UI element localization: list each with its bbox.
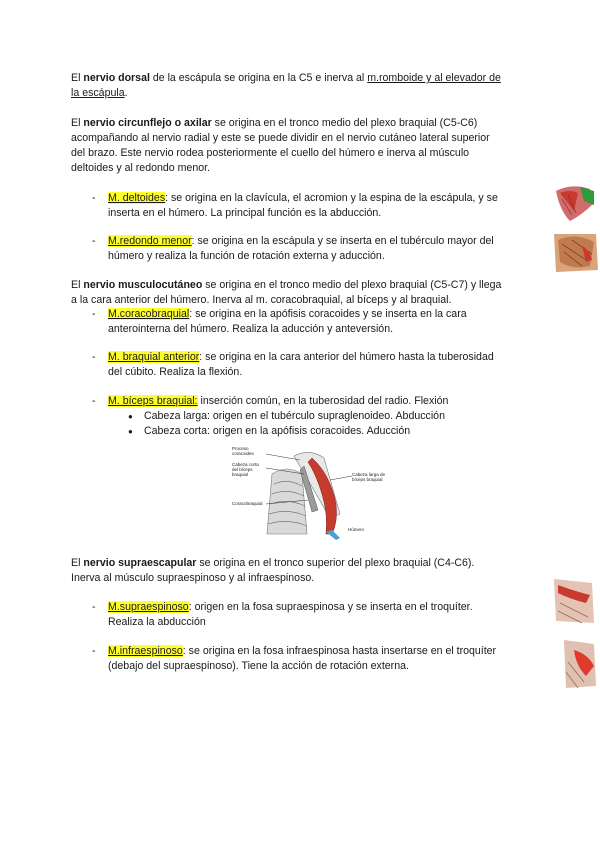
deltoid-thumbnail xyxy=(552,181,596,223)
infraespinoso-thumbnail xyxy=(560,636,598,690)
muscle-name: M. braquial anterior xyxy=(108,351,200,363)
term-nervio-musculocutaneo: nervio musculocutáneo xyxy=(83,279,203,291)
term-nervio-axilar: nervio circunflejo o axilar xyxy=(83,117,212,129)
anatomy-figure-biceps xyxy=(232,444,392,540)
muscle-name: M.supraespinoso xyxy=(108,601,189,613)
infraspinatus-muscle-icon xyxy=(560,636,598,690)
list-dash: - xyxy=(92,395,96,407)
list-dash: - xyxy=(92,308,96,320)
term-nervio-dorsal: nervio dorsal xyxy=(83,72,150,84)
paragraph-nervio-dorsal: El nervio dorsal de la escápula se origina en la C5 e inerva al m.romboide y al elevador de la escápula. xyxy=(71,72,501,99)
figure-labels-left: Proceso coracoides Cabeza corta del bíceps braquial Coracobraquial xyxy=(232,446,263,506)
paragraph-nervio-supraescapular: El nervio supraescapular se origina en el tronco superior del plexo braquial (C4-C6). Inerva al músculo supraespinoso y al infraespinoso. xyxy=(71,557,475,584)
list-item-supraespinoso: M.supraespinoso: origen en la fosa supraespinosa y se inserta en el troquíter. Realiza la abducción xyxy=(108,601,473,628)
supraspinatus-muscle-icon xyxy=(552,573,596,627)
teres-minor-muscle-icon xyxy=(552,230,600,274)
paragraph-nervio-musculocutaneo: El nervio musculocutáneo se origina en el tronco medio del plexo braquial (C5-C7) y llega a la cara anterior del húmero. Inerva al m. coracobraquial, al bíceps y al braquial. xyxy=(71,279,502,306)
paragraph-nervio-axilar: El nervio circunflejo o axilar se origina en el tronco medio del plexo braquial (C5-C6) acompañando al nervio radial y este se puede dividir en el nervio cutáneo lateral superior del brazo. Este nervio rodea posteriormente el cuello del húmero e inerva al músculo deltoides y al redondo menor. xyxy=(71,117,490,174)
muscle-name: M. bíceps braquial: xyxy=(108,395,198,407)
muscle-name: M.coracobraquial xyxy=(108,308,190,320)
list-item-coracobraquial: M.coracobraquial: se origina en la apófisis coracoides y se inserta en la cara anterointerna del húmero. Realiza la aducción y anteversión. xyxy=(108,308,467,335)
figure-labels-right: Cabeza larga de bíceps braquial xyxy=(352,472,386,482)
sub-item-cabeza-corta: Cabeza corta: origen en la apófisis coracoides. Aducción xyxy=(144,425,411,437)
list-dash: - xyxy=(92,601,96,613)
list-dash: - xyxy=(92,645,96,657)
list-item-braquial-anterior: M. braquial anterior: se origina en la cara anterior del húmero hasta la tuberosidad del cúbito. Realiza la flexión. xyxy=(108,351,494,378)
list-dash: - xyxy=(92,235,96,247)
redondo-menor-thumbnail xyxy=(552,230,600,274)
muscle-name: M.infraespinoso xyxy=(108,645,183,657)
link-romboide: m.romboide y al elevador de xyxy=(367,72,501,84)
supraespinoso-thumbnail xyxy=(552,573,596,627)
list-dash: - xyxy=(92,192,96,204)
list-item-infraespinoso: M.infraespinoso: se origina en la fosa infraespinosa hasta insertarse en el troquíter (debajo del supraespinoso). Tiene la acción de rotación externa. xyxy=(108,645,497,672)
bullet-icon: ● xyxy=(128,427,133,436)
muscle-name: M.redondo menor xyxy=(108,235,192,247)
list-item-biceps-braquial: M. bíceps braquial: inserción común, en la tuberosidad del radio. Flexión xyxy=(108,395,449,407)
list-dash: - xyxy=(92,351,96,363)
deltoid-muscle-icon xyxy=(552,181,596,223)
sub-item-cabeza-larga: Cabeza larga: origen en el tubérculo supraglenoideo. Abducción xyxy=(144,410,445,422)
term-nervio-supraescapular: nervio supraescapular xyxy=(83,557,197,569)
list-item-redondo-menor: M.redondo menor: se origina en la escápula y se inserta en el tubérculo mayor del húmero y realiza la función de rotación externa y aducción. xyxy=(108,235,494,262)
figure-label-humero: Húmero xyxy=(348,527,365,532)
bullet-icon: ● xyxy=(128,412,133,421)
list-item-deltoides: M. deltoides: se origina en la clavícula, el acromion y la espina de la escápula, y se inserta en el húmero. La principal función es la abducción. xyxy=(108,192,498,219)
muscle-name: M. deltoides xyxy=(108,192,166,204)
